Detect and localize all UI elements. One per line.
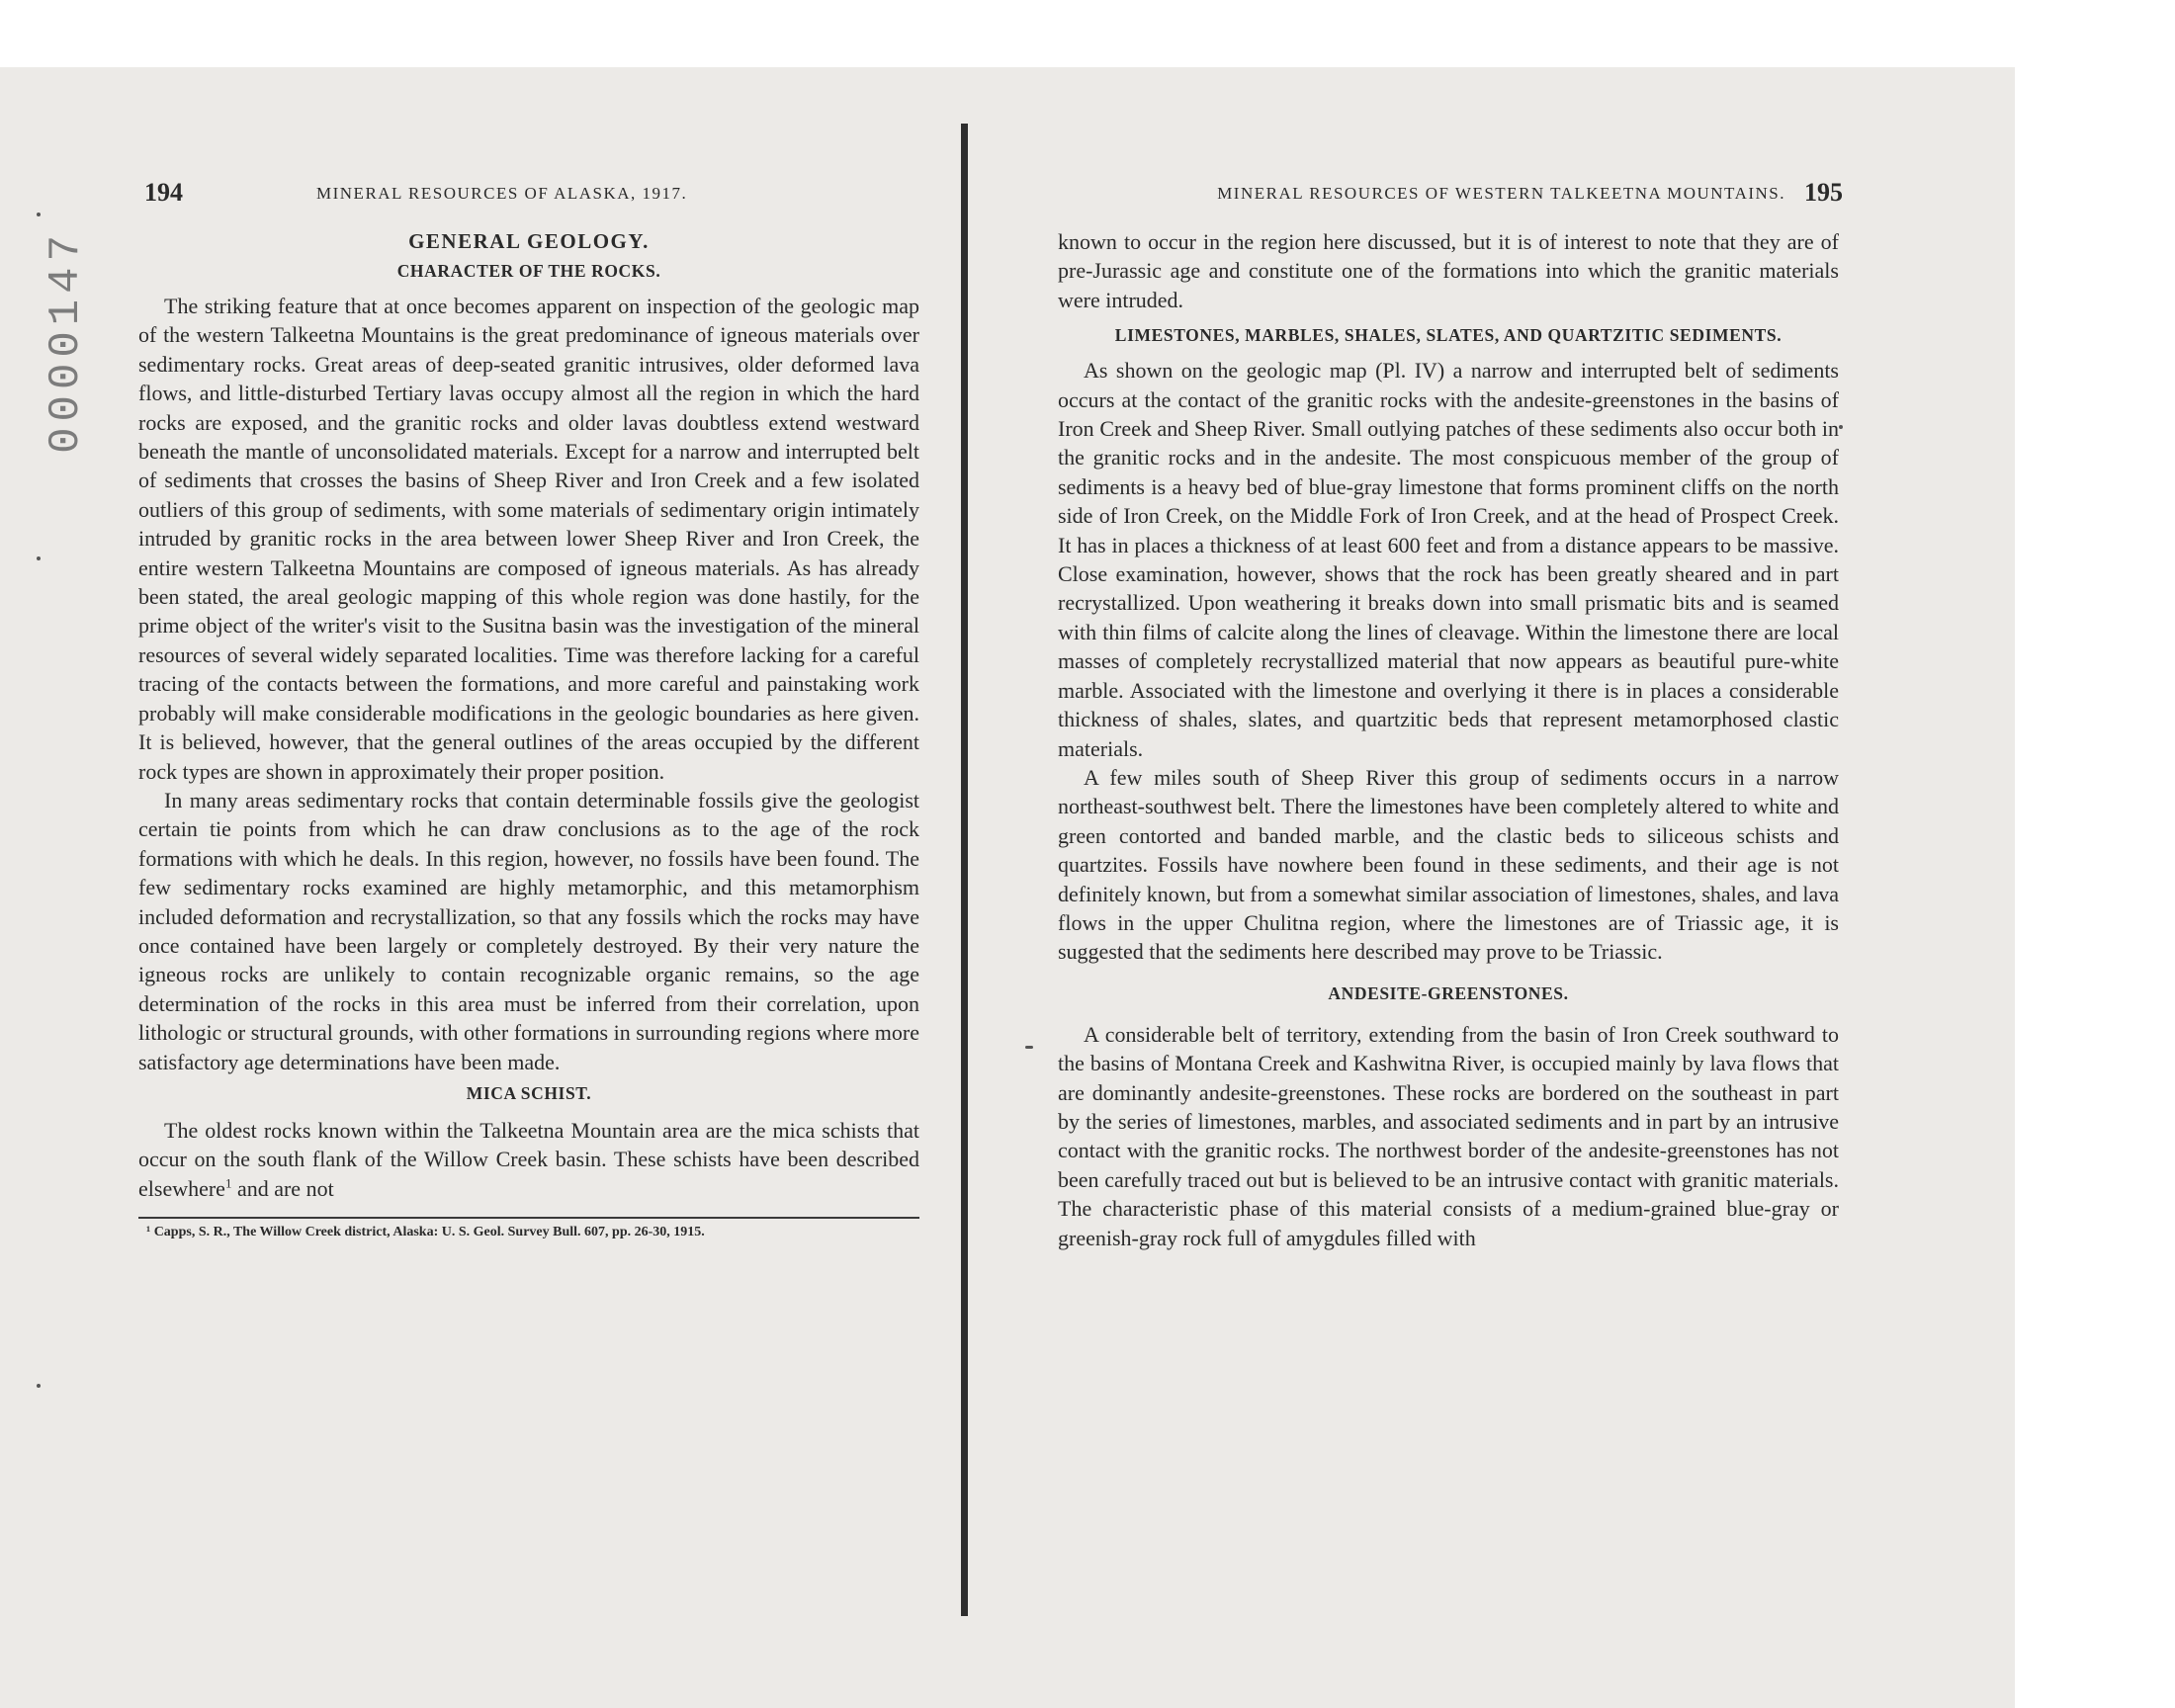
section-heading: GENERAL GEOLOGY. <box>408 229 650 253</box>
running-title: MINERAL RESOURCES OF WESTERN TALKEETNA MOUNTAINS. <box>1217 184 1785 203</box>
subsection-heading: ANDESITE-GREENSTONES. <box>1328 982 1569 1003</box>
book-gutter <box>961 124 968 1616</box>
paragraph: The striking feature that at once becomes apparent on inspection of the geologic map of the western Talkeetna Mountains is the great predominance of igneous materials over sedimentary rocks. Great areas of deep-seated granitic intrusives, older deformed lava flows, and little-disturbed Tertiary lavas occupy almost all the region in which the hard rocks are exposed, and the granitic rocks and older lavas doubtless extend westward beneath the mantle of unconsolidated materials. Except for a narrow and interrupted belt of sediments that crosses the basins of Sheep River and Iron Creek and a few isolated outliers of this group of sediments, with some materials of sedimentary origin intimately intruded by granitic rocks in the area between lower Sheep River and Iron Creek, the entire western Talkeetna Mountains are composed of igneous materials. As has already been stated, the areal geologic mapping of this whole region was done hastily, for the prime object of the writer's visit to the Susitna basin was the investigation of the mineral resources of several widely separated localities. Time was therefore lacking for a careful tracing of the contacts between the formations, and more careful and painstaking work probably will make considerable modifications in the geologic boundaries as here given. It is believed, however, that the general outlines of the areas occupied by the different rock types are shown in approximately their proper position. <box>138 294 919 784</box>
paragraph: A few miles south of Sheep River this group of sediments occurs in a narrow northeast-southwest belt. There the limestones have been completely altered to white and green contorted and banded marble, and the clastic beds to siliceous schists and quartzites. Fossils have nowhere been found in these sediments, and their age is not definitely known, but from a somewhat similar association of limestones, shales, and lava flows in the upper Chulitna region, where the limestones are of Triassic age, it is suggested that the sediments here described may prove to be Triassic. <box>1058 764 1839 965</box>
page-number: 194 <box>144 178 183 207</box>
paragraph: The oldest rocks known within the Talkeetna Mountain area are the mica schists that occur on the south flank of the Willow Creek basin. These schists have been described elsewhere$^1$ and are not <box>138 1117 919 1201</box>
footnote-divider <box>138 1217 919 1219</box>
page-number: 195 <box>1804 178 1843 207</box>
running-title: MINERAL RESOURCES OF ALASKA, 1917. <box>316 184 688 203</box>
right-running-head <box>1058 178 1843 227</box>
subsection-heading: CHARACTER OF THE ROCKS. <box>396 261 661 281</box>
subsection-heading: MICA SCHIST. <box>466 1082 592 1103</box>
footnote: ¹ Capps, S. R., The Willow Creek district, Alaska: U. S. Geol. Survey Bull. 607, pp. 26-30, 1915. <box>146 1225 705 1240</box>
left-page <box>138 178 919 1240</box>
paragraph: known to occur in the region here discussed, but it is of interest to note that they are of pre-Jurassic age and constitute one of the formations into which the granitic materials were intruded. <box>1058 229 1839 312</box>
left-running-head <box>138 178 919 227</box>
paragraph: In many areas sedimentary rocks that contain determinable fossils give the geologist certain tie points from which he can draw conclusions as to the age of the rock formations with which he deals. In this region, however, no fossils have been found. The few sedimentary rocks examined are highly metamorphic, and this metamorphism included deformation and recrystallization, so that any fossils which the rocks may have once contained have been largely or completely destroyed. By their very nature the igneous rocks are unlikely to contain recognizable organic remains, so the age determination of the rocks in this area must be inferred from their correlation, upon lithologic or structural grounds, with other formations in surrounding regions where more satisfactory age determinations have been made. <box>138 787 919 1074</box>
paragraph: A considerable belt of territory, extending from the basin of Iron Creek southward to the basins of Montana Creek and Kashwitna River, is occupied mainly by lava flows that are dominantly andesite-greenstones. These rocks are bordered on the southeast in part by the series of limestones, marbles, and associated sediments and in part by an intrusive contact with the granitic rocks. The northwest border of the andesite-greenstones has not been carefully traced out but is believed to be an intrusive contact with granitic materials. The characteristic phase of this material consists of a medium-grained blue-gray or greenish-gray rock full of amygdules filled with <box>1058 1021 1839 1250</box>
subsection-heading: LIMESTONES, MARBLES, SHALES, SLATES, AND QUARTZITIC SEDIMENTS. <box>1114 325 1783 346</box>
footnote-reference: 1 <box>224 1175 232 1191</box>
right-page <box>1058 178 1843 1252</box>
paragraph: As shown on the geologic map (Pl. IV) a narrow and interrupted belt of sediments occurs at the contact of the granitic rocks with the andesite-greenstones in the basins of Iron Creek and Sheep River. Small outlying patches of these sediments also occur both in the granitic rocks and in the andesite. The most conspicuous member of the group of sediments is a heavy bed of blue-gray limestone that forms prominent cliffs on the north side of Iron Creek, on the Middle Fork of Iron Creek, and at the head of Prospect Creek. It has in places a thickness of at least 600 feet and from a distance appears to be massive. Close examination, however, shows that the rock has been greatly sheared and in part recrystallized. Upon weathering it breaks down into small prismatic bits and is seamed with thin films of calcite along the lines of cleavage. Within the limestone there are local masses of completely recrystallized material that now appears as beautiful pure-white marble. Associated with the limestone and overlying it there is in places a considerable thickness of shales, slates, and quartzitic beds that represent metamorphosed clastic materials. <box>1058 358 1839 761</box>
